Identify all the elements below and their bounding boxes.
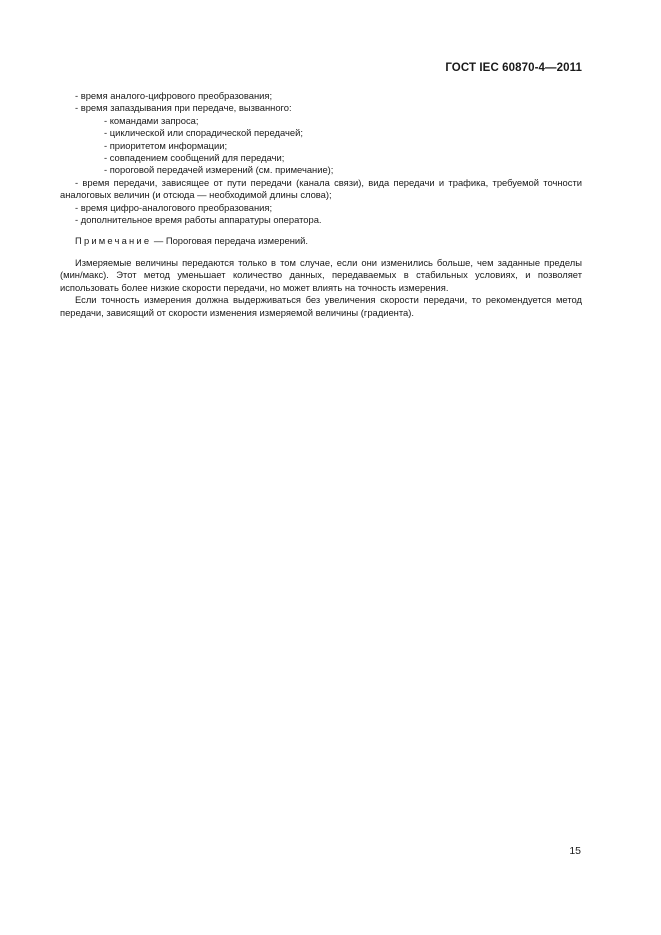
document-code: ГОСТ IEC 60870-4—2011	[445, 62, 582, 74]
note-dash: —	[151, 235, 166, 247]
sub-list-item: - приоритетом информации;	[104, 139, 228, 151]
sub-list-item: - совпадением сообщений для передачи;	[104, 152, 285, 164]
list-item: - дополнительное время работы аппаратуры оператора.	[75, 214, 322, 226]
sub-list-item: - циклической или спорадической передачей;	[104, 127, 303, 139]
note	[60, 235, 582, 247]
list-item: - время цифро-аналогового преобразования;	[75, 201, 273, 213]
page-number: 15	[569, 845, 581, 857]
sub-list-item: - командами запроса;	[104, 114, 199, 126]
sub-list-item: - пороговой передачей измерений (см. примечание);	[104, 164, 334, 176]
paragraph: Если точность измерения должна выдерживаться без увеличения скорости передачи, то рекомендуется метод передачи, зависящий от скорости изменения измеряемой величины (градиента).	[60, 294, 582, 318]
note-label: Примечание	[75, 235, 152, 247]
list-item: - время запаздывания при передаче, вызванного:	[75, 102, 292, 114]
page-body	[60, 90, 582, 319]
paragraph: Измеряемые величины передаются только в том случае, если они изменились больше, чем заданные пределы (мин/макс). Этот метод уменьшает количество данных, передаваемых в стабильных условиях, и позволяет использовать более низкие скорости передачи, но может влиять на точность измерения.	[60, 256, 582, 293]
list-item: - время передачи, зависящее от пути передачи (канала связи), вида передачи и трафика, требуемой точности аналоговых величин (и отсюда — необходимой длины слова);	[60, 176, 582, 201]
list-item: - время аналого-цифрового преобразования;	[75, 90, 273, 101]
note-text: Пороговая передача измерений.	[165, 235, 309, 247]
